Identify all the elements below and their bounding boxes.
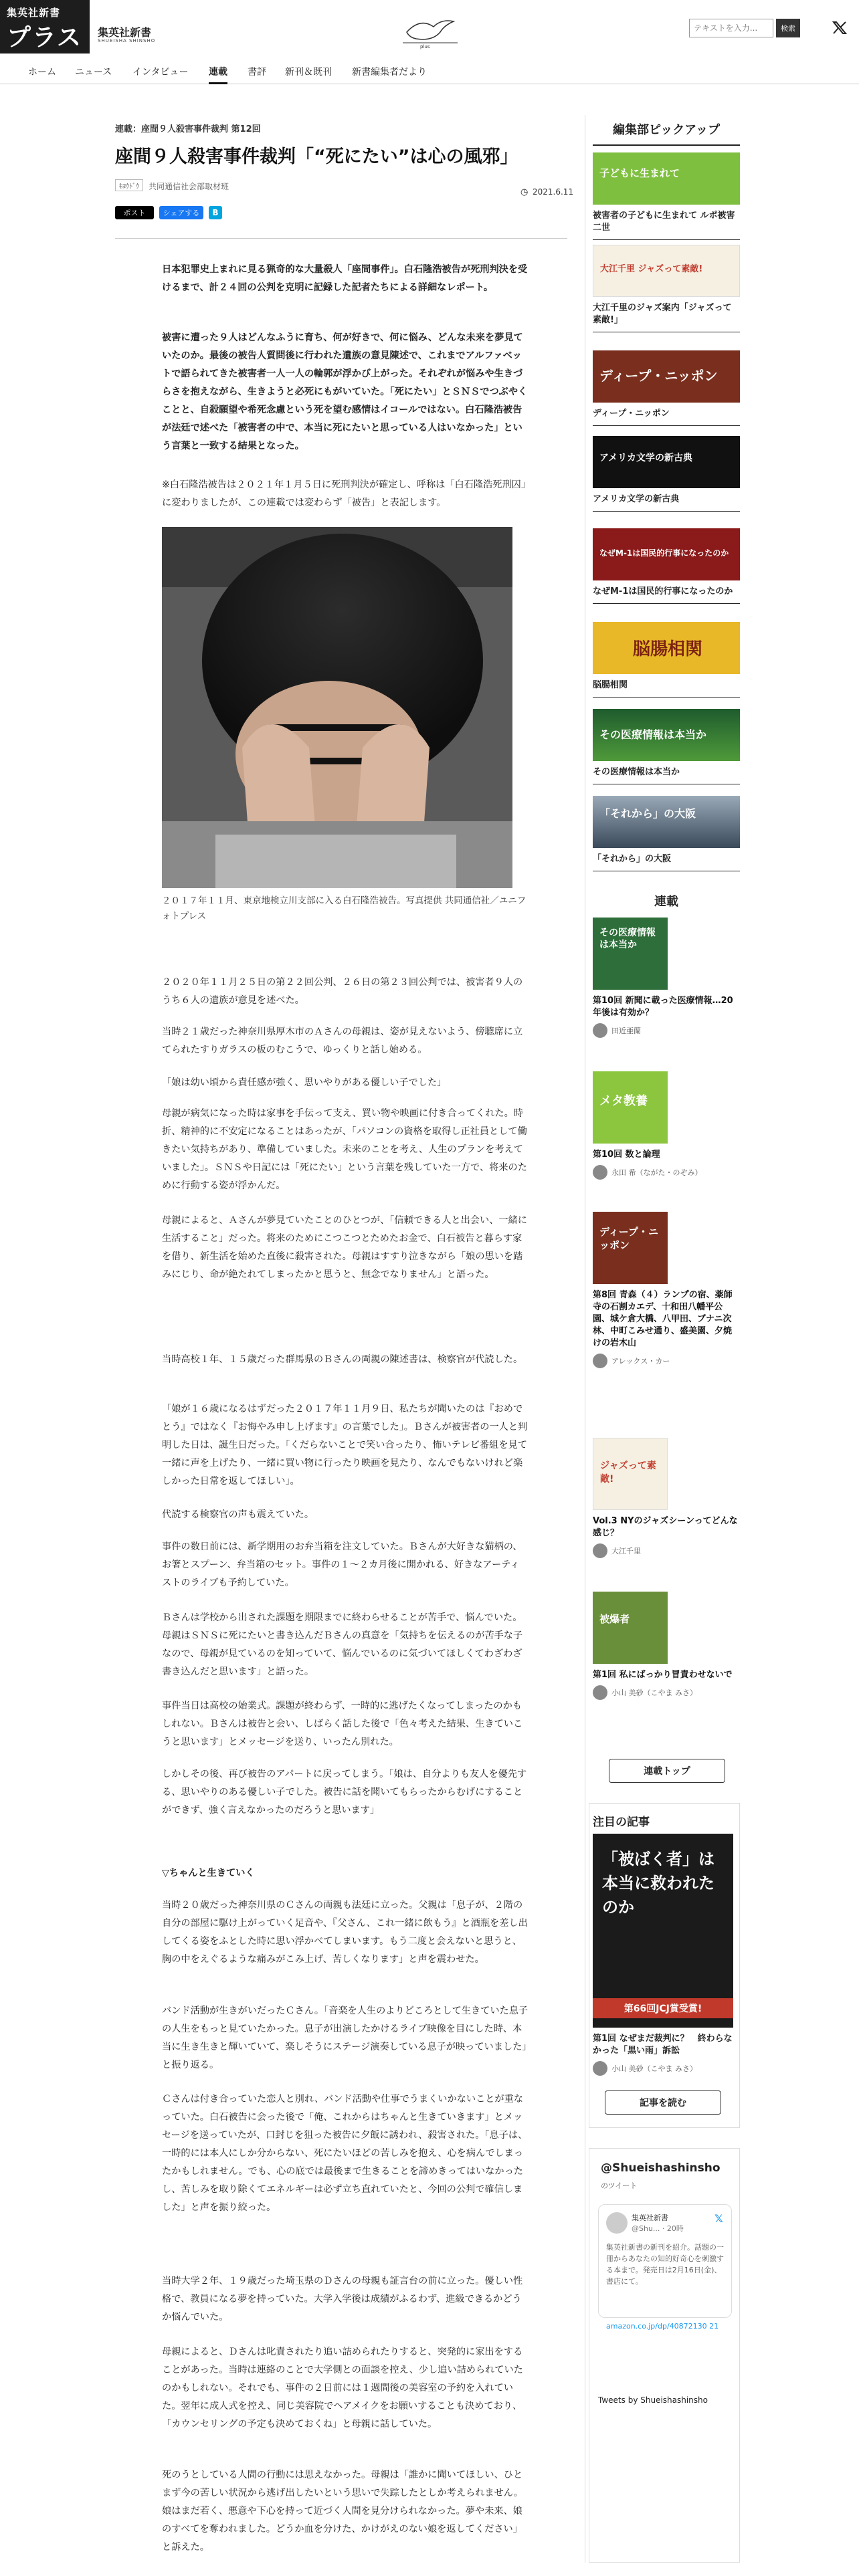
body-paragraph: 「娘が１６歳になるはずだった２０１７年１１月９日、私たちが聞いたのは『おめでとう』ではなく『お悔やみ申し上げます』の言葉でした」。Ｂさんが被害者の一人と判明した日は、誕生日だった。「くだらないことで笑い合ったり、怖いテレビ番組を見て一緒に声を上げたり、一緒に買い物に行ったり映画を見たり、なんでもないけれど楽しかった日常を返してほしい」。 xyxy=(162,1404,528,1487)
series-cover: その医療情報は本当か xyxy=(593,918,668,990)
divider xyxy=(115,238,567,239)
note-paragraph: ※白石隆浩被告は２０２１年１月５日に死刑判決が確定し、呼称は「白石隆浩死刑囚」に変わりましたが、この連載では変わらず「被告」と表記します。 xyxy=(162,479,526,508)
brand-name: 集英社新書 xyxy=(98,26,152,39)
series-cover: メタ教養 xyxy=(593,1071,668,1144)
article-photo xyxy=(162,527,512,888)
body-paragraph: Ｂさんは学校から出された課題を期限までに終わらせることが苦手で、悩んでいた。母親はＳＮＳに死にたいと書き込んだＢさんの真意を「気持ちを伝えるのが苦手な子なので、母親が見ているのを知っていて、悩んでいるのに気づいてほしくてわざわざ書き込んだと思います」と語った。 xyxy=(162,1612,523,1677)
read-article-button[interactable]: 記事を読む xyxy=(605,2090,721,2115)
pickup-thumbnail: ディープ・ニッポン xyxy=(593,350,740,403)
series-cover: 被爆者 xyxy=(593,1592,668,1664)
series-author: 大江千里 xyxy=(593,1543,740,1558)
avatar xyxy=(593,1023,607,1038)
nav-item-editor-letters[interactable]: 新書編集者だより xyxy=(352,67,427,78)
site-logo[interactable] xyxy=(0,0,90,53)
pickup-thumbnail: アメリカ文学の新古典 xyxy=(593,436,740,488)
pickup-item[interactable] xyxy=(593,622,740,697)
pickup-label: 「それから」の大阪 xyxy=(593,854,672,864)
pickup-item[interactable] xyxy=(593,709,740,784)
pickup-thumbnail: その医療情報は本当か xyxy=(593,709,740,761)
search-input[interactable] xyxy=(689,19,773,37)
series-label[interactable]: 連載：座間９人殺害事件裁判 第12回 xyxy=(115,124,261,134)
body-paragraph: ２０２０年１１月２５日の第２２回公判、２６日の第２３回公判では、被害者９人のうち６人の遺族が意見を述べた。 xyxy=(162,977,523,1006)
nav-item-review[interactable]: 書評 xyxy=(248,67,266,78)
nav-item-interview[interactable]: インタビュー xyxy=(132,67,189,78)
pickup-item[interactable] xyxy=(593,152,740,240)
body-paragraph: 当時２１歳だった神奈川県厚木市のＡさんの母親は、姿が見えないよう、傍聴席に立てられたすりガラスの板のむこうで、ゆっくりと話し始める。 xyxy=(162,1027,523,1055)
series-author: 田近亜蘭 xyxy=(593,1023,740,1038)
series-title: 第8回 青森（４）ランプの宿、薬師寺の石割カエデ、十和田八幡平公園、城ケ倉大橋、八甲田、ブナニ次林、中町こみせ通り、盛美園、夕焼けの岩木山 xyxy=(593,1290,733,1348)
body-paragraph: 当時大学２年、１９歳だった埼玉県のＤさんの母親も証言台の前に立った。優しい性格で、教員になる夢を持っていた。大学入学後は成績がふるわず、進級できるかどうか悩んでいた。 xyxy=(162,2276,523,2323)
nav-item-news[interactable]: ニュース xyxy=(75,67,112,78)
tweet-text: 集英社新書の新刊を紹介。話題の一冊からあなたの知的好奇心を刺激する本まで。発売日は2月16日(金)、書店にて。 xyxy=(606,2243,724,2286)
pickup-label: 被害者の子どもに生まれて ルポ被害二世 xyxy=(593,211,735,233)
body-paragraph: 代読する検察官の声も震えていた。 xyxy=(162,1509,314,1520)
pickup-thumbnail: 脳腸相関 xyxy=(593,622,740,674)
bird-logo-icon[interactable] xyxy=(393,12,467,49)
article-author[interactable]: 共同通信社会部取材班 xyxy=(149,182,229,191)
twitter-widget-subtitle: のツイート xyxy=(601,2181,638,2190)
pickup-thumbnail: 「それから」の大阪 xyxy=(593,796,740,848)
section-subheading: ▽ちゃんと生きていく xyxy=(162,1868,255,1879)
series-item[interactable] xyxy=(593,918,740,1038)
body-paragraph: 「娘は幼い頃から責任感が強く、思いやりがある優しい子でした」 xyxy=(162,1077,447,1088)
series-cover: ジャズって素敵! xyxy=(593,1438,668,1510)
avatar xyxy=(593,1354,607,1368)
body-paragraph: Ｃさんは付き合っていた恋人と別れ、バンド活動や仕事でうまくいかないことが重なっていた。白石被告に会った後で「俺、これからはちゃんと生きていきます」とメッセージを送っていたが、口封じを狙った被告に夕飯に誘われ、殺害された。「息子は、一時的には本人にしか分からない、死にたいほどの苦しみを抱え、心を病んでしまったかもしれません。でも、心の底では最後まで生きることを諦めきってはいなかったし、苦しみを取り除くてエネルギーは必ず立ち直れていたと、今回の公判で確信しました」と声を振り絞った。 xyxy=(162,2094,528,2213)
body-paragraph: 当時高校１年、１５歳だった群馬県のＢさんの両親の陳述書は、検察官が代読した。 xyxy=(162,1354,523,1365)
twitter-widget-title[interactable]: @Shueishashinsho xyxy=(601,2161,721,2175)
twitter-widget-footer[interactable]: Tweets by Shueishashinsho xyxy=(598,2395,708,2405)
x-twitter-icon[interactable] xyxy=(830,17,850,37)
pickup-item[interactable] xyxy=(593,528,740,604)
pickup-label: 脳腸相関 xyxy=(593,680,628,690)
series-heading: 連載 xyxy=(654,895,678,909)
search-button[interactable]: 検索 xyxy=(776,19,800,37)
lead-paragraph: 日本犯罪史上まれに見る猟奇的な大量殺人「座間事件」。白石隆浩被告が死刑判決を受けるまで、計２４回の公判を克明に記録した記者たちによる詳細なレポート。 xyxy=(162,264,528,293)
photo-caption: ２０１７年１１月、東京地検立川支部に入る白石隆浩被告。写真提供 共同通信社／ユニフォトプレス xyxy=(162,895,527,922)
pickup-label: その医療情報は本当か xyxy=(593,767,680,777)
pickup-thumbnail: 子どもに生まれて xyxy=(593,152,740,205)
pickup-thumbnail: 大江千里 ジャズって素敵! xyxy=(593,245,740,297)
avatar xyxy=(593,1165,607,1180)
pickup-item[interactable] xyxy=(593,436,740,512)
series-author: アレックス・カー xyxy=(593,1354,740,1368)
author-badge: ｷﾖｳﾄﾞｳ xyxy=(115,179,143,191)
pickup-thumbnail: なぜM-1は国民的行事になったのか xyxy=(593,528,740,580)
logo-line2: プラス xyxy=(7,24,82,51)
article-date: 2021.6.11 xyxy=(533,187,574,197)
lead-paragraph: 被害に遭った９人はどんなふうに育ち、何が好きで、何に悩み、どんな未来を夢見ていたのか。最後の被告人質問後に行われた遺族の意見陳述で、これまでアルファベットで語られてきた被害者一人一人の輪郭が浮かび上がった。それぞれが悩みや生きづらさを抱えながら、生きようと必死にもがいていた。「死にたい」とＳＮＳでつぶやくことと、自殺願望や希死念慮という死を望む感情はイコールではない。白石隆浩被告が法廷で述べた「被害者の中で、本当に死にたいと思っている人はいなかった」という言葉と一致する結果となった。 xyxy=(162,332,528,451)
series-author: 小山 美砂（こやま みさ） xyxy=(593,1685,740,1700)
clock-icon: ◷ xyxy=(520,187,529,197)
body-paragraph: 当時２０歳だった神奈川県のＣさんの両親も法廷に立った。父親は「息子が、２階の自分の部屋に駆け上がっていく足音や、『父さん、これ一緒に飲もう』と酒瓶を差し出してくる姿をふとした時に思い浮かべてしまいます。もう二度と会えないと思うと、胸の中をえぐるような痛みがこみ上げ、苦しくなります」と声を震わせた。 xyxy=(162,1900,528,1965)
body-paragraph: 死のうとしている人間の行動には思えなかった。母親は「誰かに聞いてほしい、ひとまず今の苦しい状況から逃げ出したいという思いで失踪したとしか考えられません。娘はまだ若く、悪意や下心を持って近づく人間を見分けられなかった。夢や未来、娘のすべてを奪われました。どうか血を分けた、かけがえのない娘を返してください」と訴えた。 xyxy=(162,2470,523,2553)
pickup-heading: 編集部ピックアップ xyxy=(593,120,740,146)
series-item[interactable] xyxy=(593,1438,740,1558)
series-title: 第10回 新聞に載った医療情報…20年後は有効か？ xyxy=(593,996,733,1018)
avatar xyxy=(606,2212,628,2234)
nav-item-new-books[interactable]: 新刊＆既刊 xyxy=(285,67,332,78)
share-x-button[interactable]: ポスト xyxy=(115,206,154,219)
featured-heading: 注目の記事 xyxy=(593,1816,650,1829)
pickup-item[interactable] xyxy=(593,796,740,871)
body-paragraph: 事件の数日前には、新学期用のお弁当箱を注文していた。Ｂさんが大好きな猫柄の、お箸とスプーン、弁当箱のセット。事件の１〜２カ月後に開かれる、好きなアーティストのライブも予約していた。 xyxy=(162,1541,522,1588)
featured-title[interactable]: 第1回 なぜまだ裁判に？ 終わらなかった「黒い雨」訴訟 xyxy=(593,2034,733,2056)
brand-name-en: SHUEISHA SHINSHO xyxy=(98,38,156,43)
body-paragraph: 母親が病気になった時は家事を手伝って支え、買い物や映画に付き合ってくれた。時折、精神的に不安定になることはあったが、「パソコンの資格を取得し正社員として働きたい気持ちがあり、準備していました。未来のことを考え、人生のプランを考えていました」。ＳＮＳや日記には「死にたい」という言葉を残していた一方で、将来のために行動する姿が浮かんだ。 xyxy=(162,1108,527,1191)
share-hatena-button[interactable]: B xyxy=(209,206,222,219)
logo-line1: 集英社新書 xyxy=(7,7,61,19)
main-nav xyxy=(0,58,859,84)
series-top-button[interactable]: 連載トップ xyxy=(609,1759,725,1783)
series-item[interactable] xyxy=(593,1592,740,1700)
body-paragraph: 母親によると、Ａさんが夢見ていたことのひとつが、「信頼できる人と出会い、一緒に生活すること」だった。将来のためにこつこつとためたお金で、白石被告と暮らす家を借り、新生活を始めた直後に殺害された。母親はすすり泣きながら「娘の思いを踏みにじり、命が絶たれてしまったかと思うと、無念でなりません」と語った。 xyxy=(162,1215,527,1280)
share-facebook-button[interactable]: シェアする xyxy=(159,206,203,219)
body-paragraph: しかしその後、再び被告のアパートに戻ってしまう。「娘は、自分よりも友人を優先する、思いやりのある優しい子でした。被告に話を聞いてもらったからむげにすることができず、強く言えなかったのだろうと思います」 xyxy=(162,1769,527,1816)
pickup-label: なぜM-1は国民的行事になったのか xyxy=(593,586,733,597)
nav-item-series[interactable]: 連載 xyxy=(209,65,227,84)
body-paragraph: 事件当日は高校の始業式。課題が終わらず、一時的に逃げたくなってしまったのかもしれない。Ｂさんは被告と会い、しばらく話した後で「色々考えた結果、生きていこうと思います」とメッセージを送り、いったん別れた。 xyxy=(162,1701,523,1747)
pickup-item[interactable] xyxy=(593,350,740,426)
article-title: 座間９人殺害事件裁判「“死にたい”は心の風邪」 xyxy=(115,146,518,167)
series-title: 第1回 私にばっかり冒責わせないで xyxy=(593,1670,733,1680)
series-item[interactable] xyxy=(593,1212,740,1368)
series-author: 永田 希（ながた・のぞみ） xyxy=(593,1165,740,1180)
tweet-link[interactable]: amazon.co.jp/dp/40872130 21 xyxy=(606,2322,719,2331)
x-logo-icon: 𝕏 xyxy=(714,2212,723,2225)
svg-text:plus: plus xyxy=(420,44,430,49)
avatar xyxy=(593,1685,607,1700)
series-item[interactable] xyxy=(593,1071,740,1180)
pickup-label: アメリカ文学の新古典 xyxy=(593,494,680,504)
pickup-label: 大江千里のジャズ案内「ジャズって素敵!」 xyxy=(593,303,732,325)
series-title: Vol.3 NYのジャズシーンってどんな感じ？ xyxy=(593,1516,738,1538)
featured-author: 小山 美砂（こやま みさ） xyxy=(593,2061,697,2076)
tweet-author-handle: @Shu... · 20時 xyxy=(632,2224,684,2233)
series-title: 第10回 数と論理 xyxy=(593,1150,660,1160)
pickup-label: ディープ・ニッポン xyxy=(593,409,670,419)
tweet-author-name: 集英社新書 xyxy=(632,2214,668,2222)
avatar xyxy=(593,1543,607,1558)
featured-cover[interactable]: 「被ばく者」は本当に救われたのか 第66回JCJ賞受賞! xyxy=(593,1834,733,2028)
body-paragraph: バンド活動が生きがいだったＣさん。「音楽を人生のよりどころとして生きていた息子の人生をもっと見ていたかった。息子が出演したかけるライブ映像を目にした時、本当に生き生きと輝いていて、楽しそうにステージ演奏している息子が映っていました」と振り返る。 xyxy=(162,2006,529,2070)
series-cover: ディープ・ニッポン xyxy=(593,1212,668,1284)
nav-item-home[interactable]: ホーム xyxy=(28,67,56,78)
avatar xyxy=(593,2061,607,2076)
pickup-item[interactable] xyxy=(593,245,740,332)
body-paragraph: 母親によると、Ｄさんは叱責されたり追い詰められたりすると、突発的に家出をすることがあった。当時は連絡のことで大学側との面談を控え、少し追い詰められていたのかもしれない。それでも、事件の２日前には１週間後の美容室の予約を入れていた。翌年に成人式を控え、同じ美容院でヘアメイクをお願いすることも決めており、「カウンセリングの予定も決めておくね」と母親に話していた。 xyxy=(162,2347,523,2430)
